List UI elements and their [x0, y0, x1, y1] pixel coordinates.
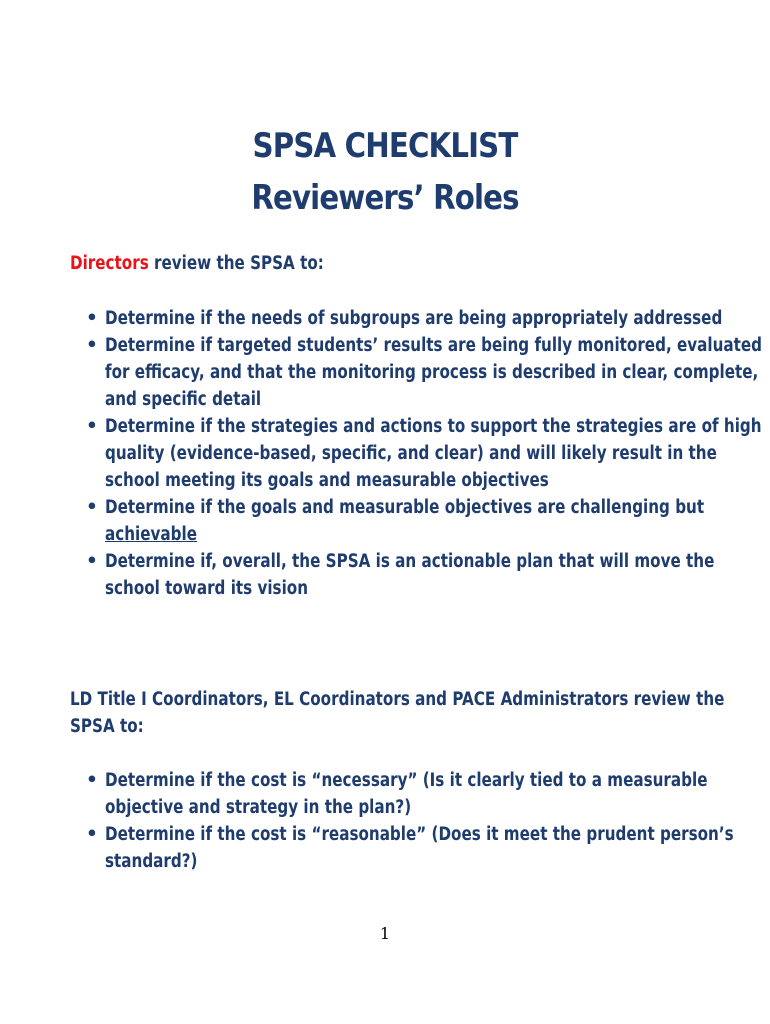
bullet-icon: •	[86, 770, 98, 791]
list-item: • Determine if the needs of subgroups are being appropriately addressed	[86, 305, 770, 332]
directors-label: Directors	[70, 253, 149, 274]
coordinators-checklist	[86, 767, 770, 875]
bullet-icon: •	[86, 416, 98, 437]
directors-checklist	[86, 305, 770, 602]
list-item: • Determine if, overall, the SPSA is an actionable plan that will move the school toward its vision	[86, 548, 770, 602]
page-title: SPSA CHECKLIST	[252, 126, 518, 166]
section1-intro-text: review the SPSA to:	[148, 253, 324, 274]
underlined-word: achievable	[105, 524, 197, 545]
page-subtitle: Reviewers’ Roles	[251, 178, 519, 218]
list-item: • Determine if the goals and measurable objectives are challenging but achievable	[86, 494, 770, 548]
list-item: • Determine if the cost is “reasonable” (Does it meet the prudent person’s standard?)	[86, 821, 770, 875]
page-number: 1	[379, 924, 391, 943]
list-item: • Determine if the cost is “necessary” (Is it clearly tied to a measurable objective and strategy in the plan?)	[86, 767, 770, 821]
bullet-icon: •	[86, 308, 98, 329]
section1-intro	[70, 250, 380, 277]
section2-intro: LD Title I Coordinators, EL Coordinators and PACE Administrators review the SPSA to:	[70, 689, 725, 737]
list-item: • Determine if targeted students’ results are being fully monitored, evaluated for efficacy, and that the monitoring process is described in clear, complete, and specific detail	[86, 332, 770, 413]
bullet-icon: •	[86, 824, 98, 845]
bullet-icon: •	[86, 335, 98, 356]
bullet-icon: •	[86, 551, 98, 572]
bullet-icon: •	[86, 497, 98, 518]
list-item: • Determine if the strategies and actions to support the strategies are of high quality (evidence-based, specific, and clear) and will likely result in the school meeting its goals and measurable objectives	[86, 413, 770, 494]
